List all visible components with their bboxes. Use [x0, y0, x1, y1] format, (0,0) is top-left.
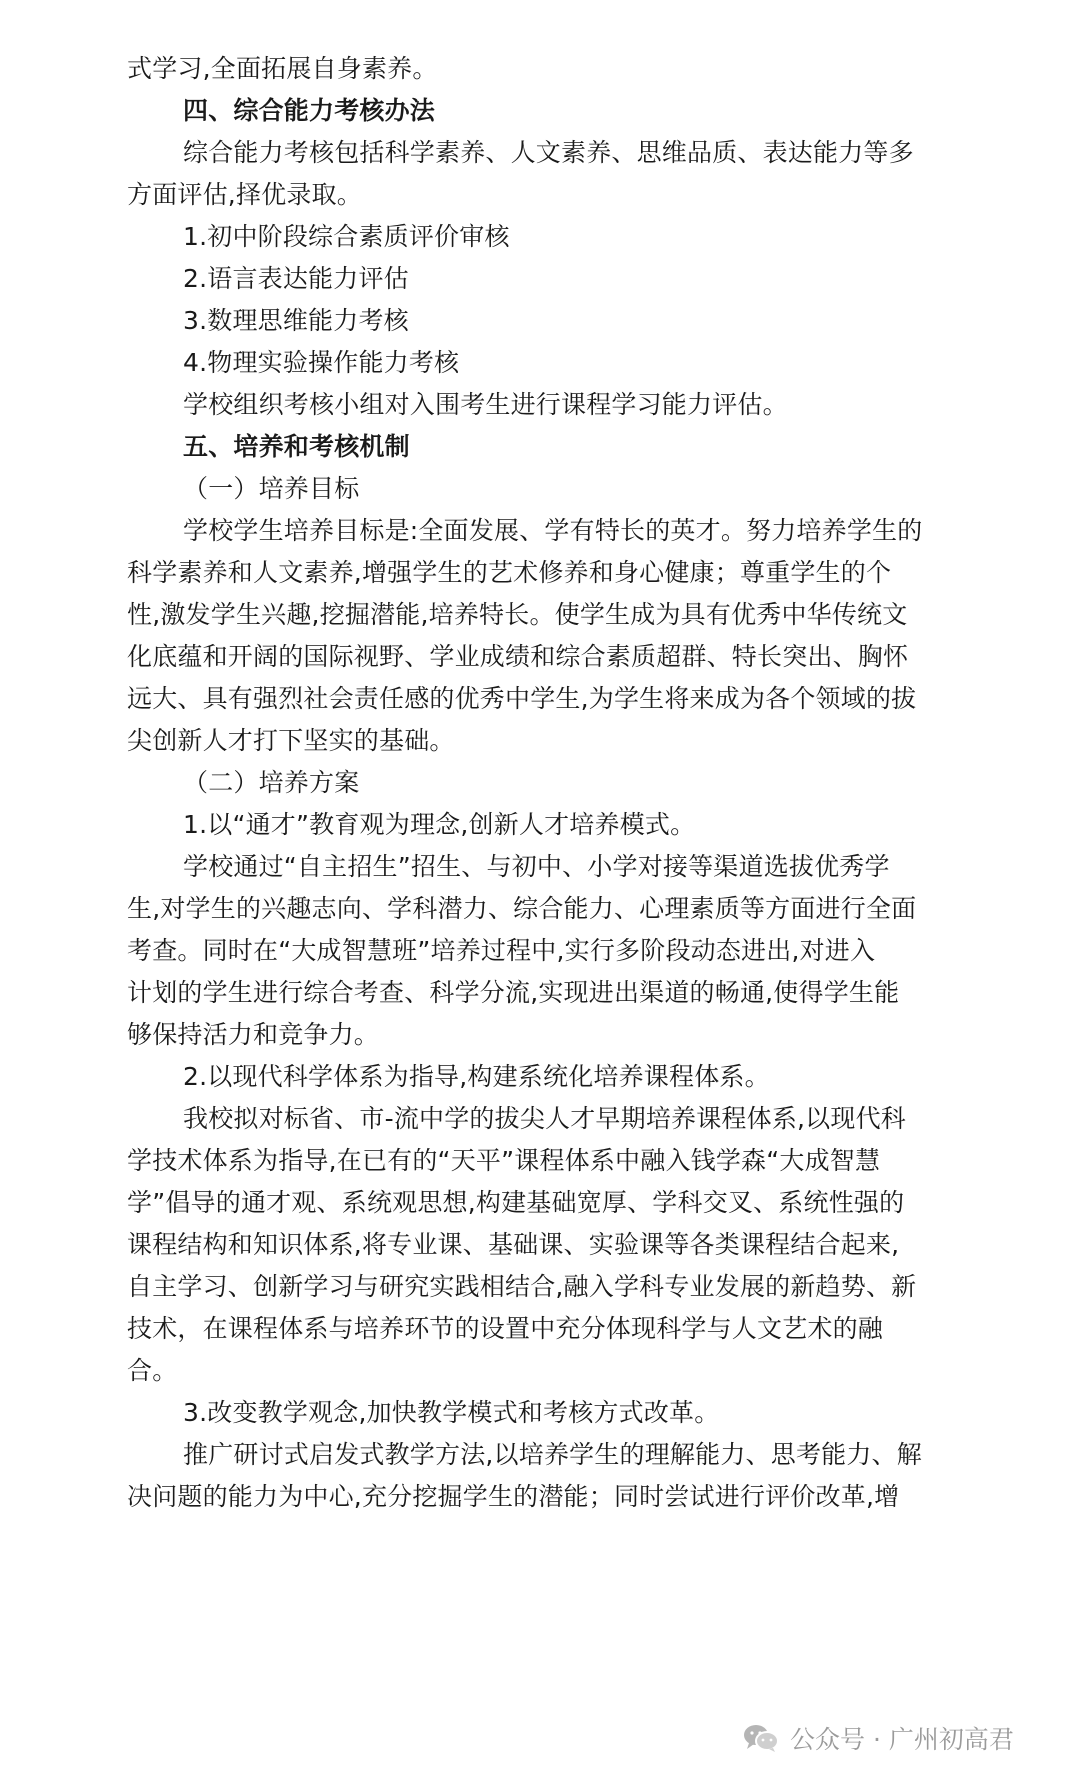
- text-line: 自主学习、创新学习与研究实践相结合,融入学科专业发展的新趋势、新: [127, 1272, 917, 1301]
- text-line: 性,激发学生兴趣,挖掘潜能,培养特长。使学生成为具有优秀中华传统文: [127, 600, 908, 629]
- text-line: 决问题的能力为中心,充分挖掘学生的潜能；同时尝试进行评价改革,增: [127, 1482, 900, 1511]
- text-line: 学校通过“自主招生”招生、与初中、小学对接等渠道选拔优秀学: [183, 852, 890, 881]
- text-line: 2.以现代科学体系为指导,构建系统化培养课程体系。: [183, 1062, 770, 1091]
- text-line: 学”倡导的通才观、系统观思想,构建基础宽厚、学科交叉、系统性强的: [127, 1188, 905, 1217]
- section-heading: 四、综合能力考核办法: [183, 96, 436, 125]
- text-line: 远大、具有强烈社会责任感的优秀中学生,为学生将来成为各个领域的拔: [127, 684, 917, 713]
- subsection-heading: （二）培养方案: [183, 768, 360, 797]
- text-line: 课程结构和知识体系,将专业课、基础课、实验课等各类课程结合起来,: [127, 1230, 900, 1259]
- text-line: 技术，在课程体系与培养环节的设置中充分体现科学与人文艺术的融: [127, 1314, 884, 1343]
- text-line: 学校学生培养目标是:全面发展、学有特长的英才。努力培养学生的: [183, 516, 923, 545]
- text-line: 推广研讨式启发式教学方法,以培养学生的理解能力、思考能力、解: [183, 1440, 922, 1469]
- watermark-text: 公众号 · 广州初高君: [790, 1725, 1014, 1754]
- list-item: 2.语言表达能力评估: [183, 264, 409, 293]
- text-line: 科学素养和人文素养,增强学生的艺术修养和身心健康；尊重学生的个: [127, 558, 892, 587]
- text-line: 够保持活力和竞争力。: [127, 1020, 380, 1049]
- text-line: 生,对学生的兴趣志向、学科潜力、综合能力、心理素质等方面进行全面: [127, 894, 917, 923]
- text-line: 考查。同时在“大成智慧班”培养过程中,实行多阶段动态进出,对进入: [127, 936, 876, 965]
- text-line: 计划的学生进行综合考查、科学分流,实现进出渠道的畅通,使得学生能: [127, 978, 900, 1007]
- text-line: 尖创新人才打下坚实的基础。: [127, 726, 455, 755]
- text-line: 学校组织考核小组对入围考生进行课程学习能力评估。: [183, 390, 788, 419]
- text-line: 3.改变教学观念,加快教学模式和考核方式改革。: [183, 1398, 720, 1427]
- list-item: 1.初中阶段综合素质评价审核: [183, 222, 510, 251]
- subsection-heading: （一）培养目标: [183, 474, 360, 503]
- text-line: 1.以“通才”教育观为理念,创新人才培养模式。: [183, 810, 696, 839]
- text-line: 化底蕴和开阔的国际视野、学业成绩和综合素质超群、特长突出、胸怀: [127, 642, 909, 671]
- text-line: 式学习,全面拓展自身素养。: [127, 54, 438, 83]
- wechat-icon: [742, 1723, 780, 1753]
- section-heading: 五、培养和考核机制: [183, 432, 410, 461]
- text-line: 学技术体系为指导,在已有的“天平”课程体系中融入钱学森“大成智慧: [127, 1146, 881, 1175]
- text-line: 合。: [127, 1356, 178, 1385]
- list-item: 3.数理思维能力考核: [183, 306, 409, 335]
- text-line: 方面评估,择优录取。: [127, 180, 362, 209]
- text-line: 综合能力考核包括科学素养、人文素养、思维品质、表达能力等多: [183, 138, 914, 167]
- text-line: 我校拟对标省、市-流中学的拔尖人才早期培养课程体系,以现代科: [183, 1104, 906, 1133]
- watermark: [742, 1718, 1014, 1758]
- list-item: 4.物理实验操作能力考核: [183, 348, 460, 377]
